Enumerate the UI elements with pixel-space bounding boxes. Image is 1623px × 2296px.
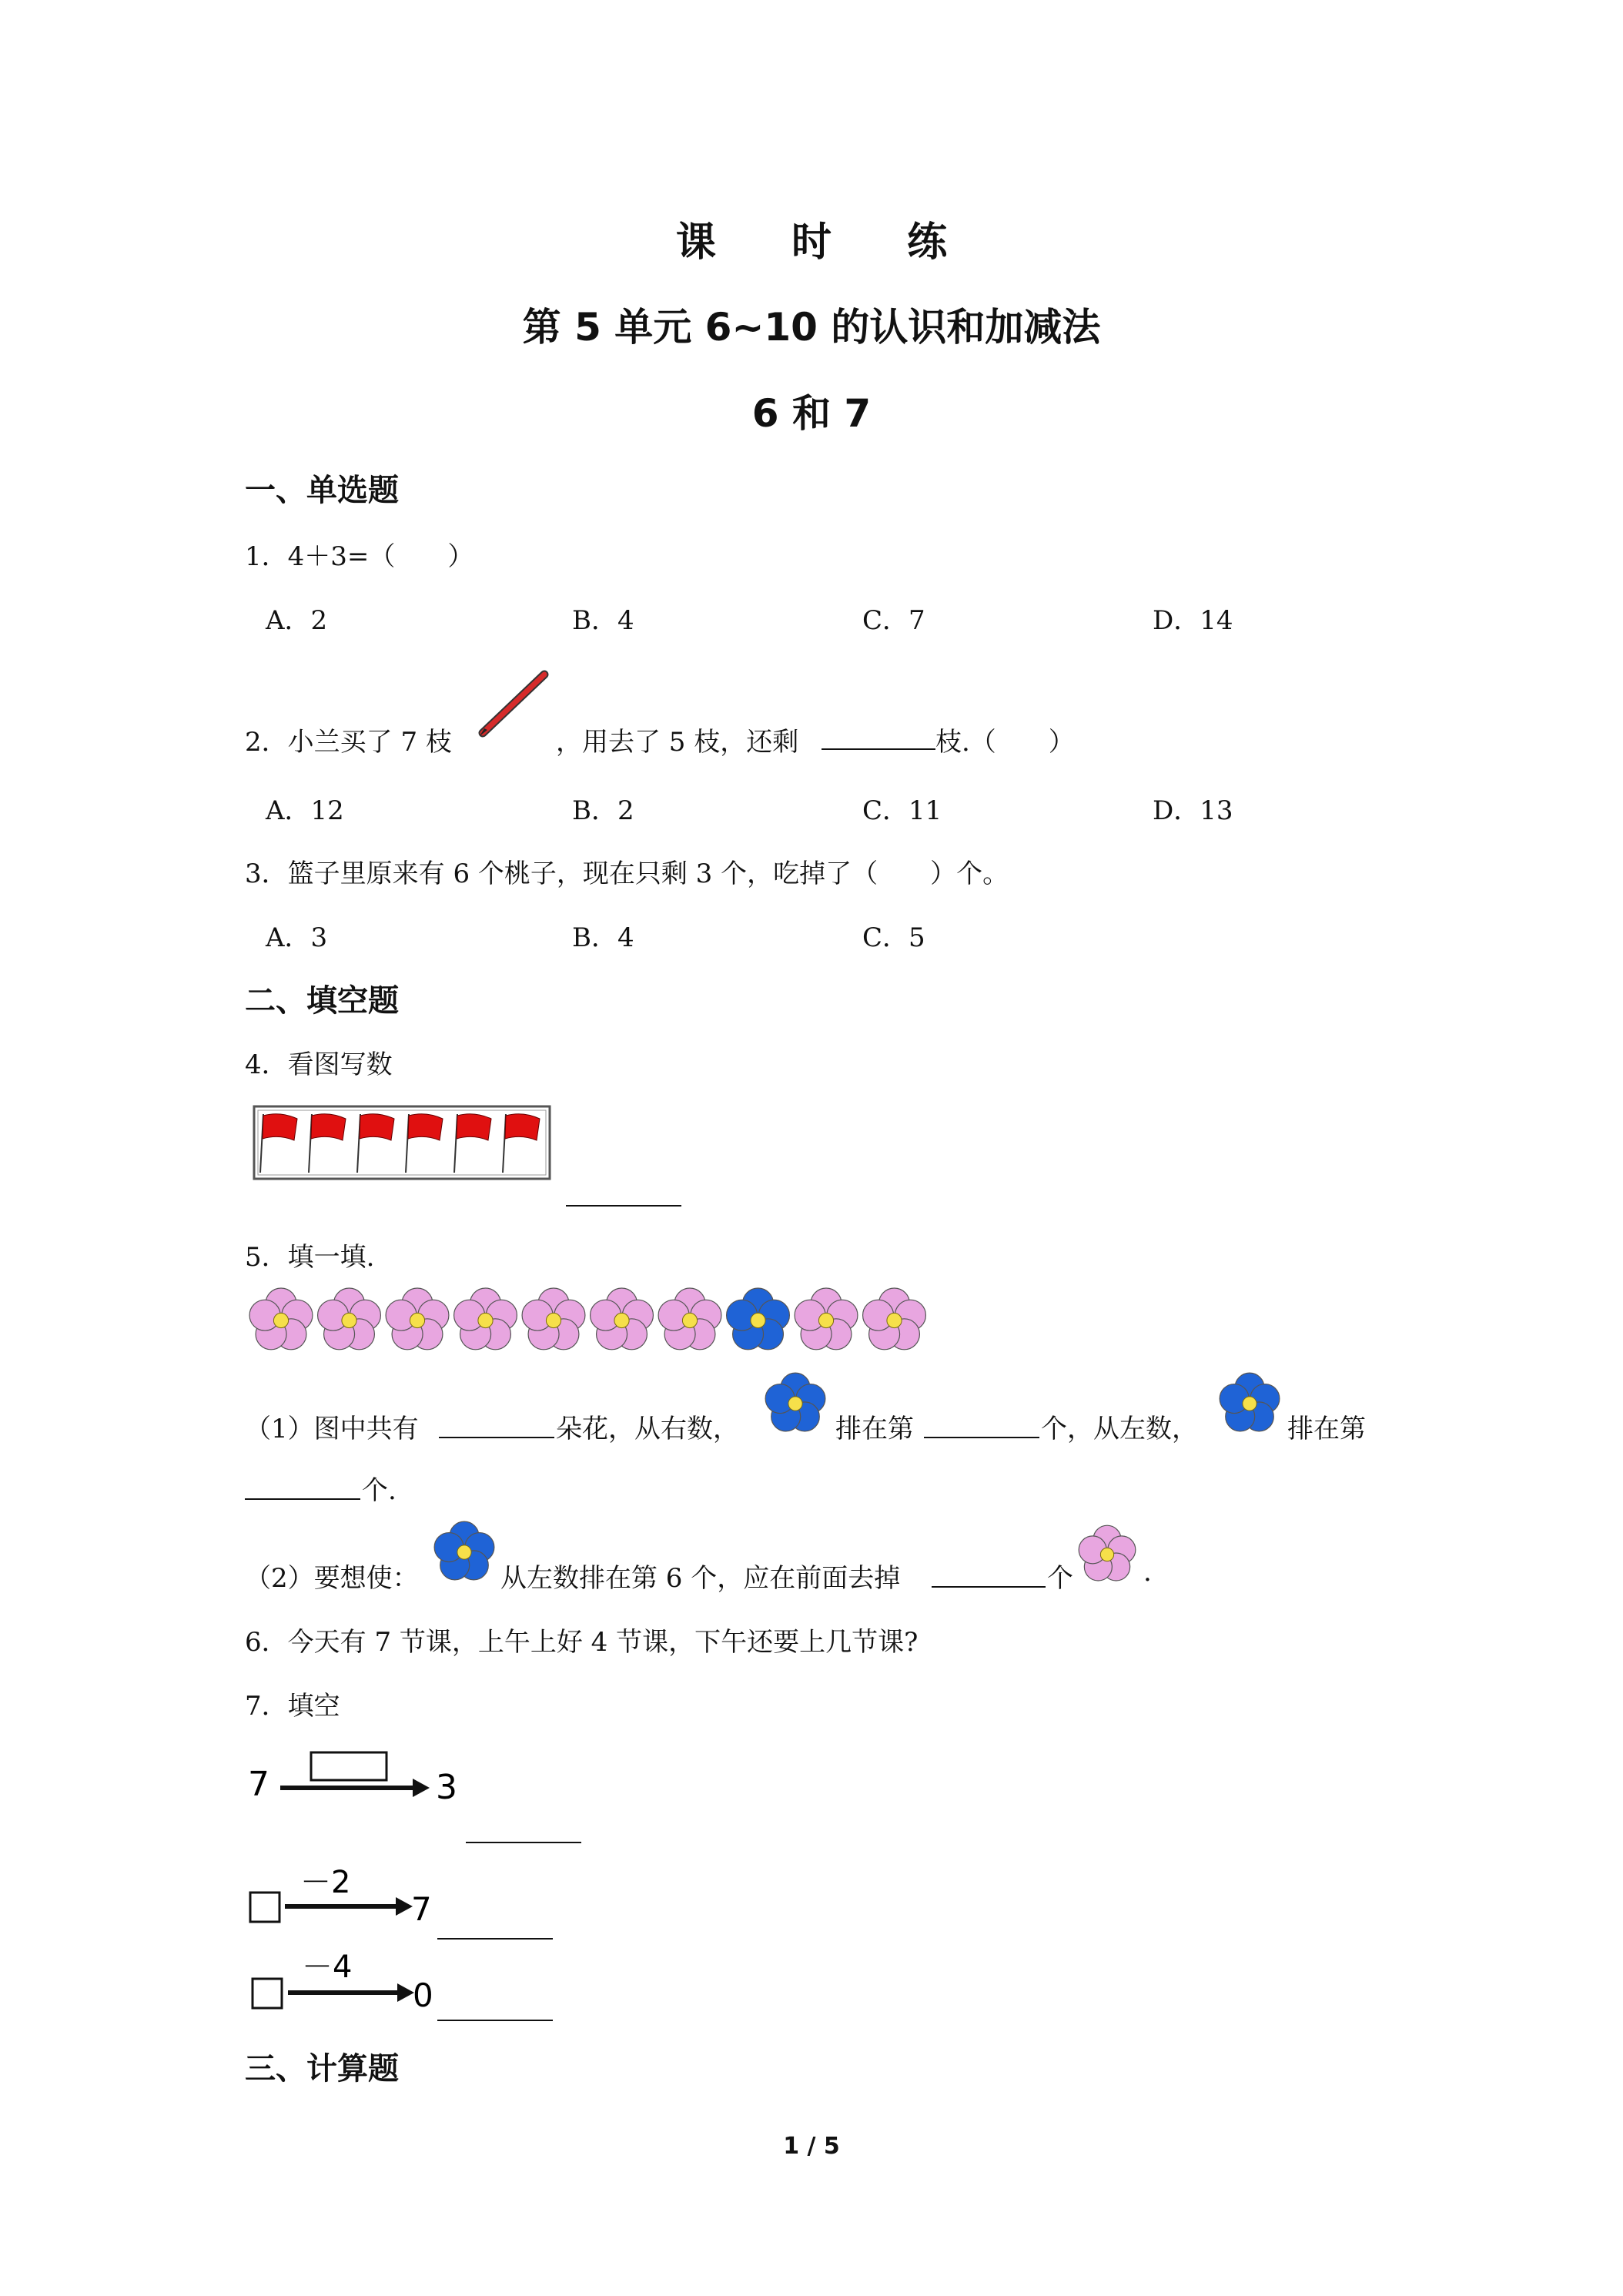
q1-option-c[interactable]: C．7 [862, 605, 925, 636]
pink-flower [386, 1288, 449, 1350]
q1-option-b[interactable]: B．4 [572, 605, 634, 636]
q2-option-b[interactable]: B．2 [572, 795, 634, 826]
q7-row2-blank[interactable] [437, 1938, 553, 1940]
q7-row3-end: 0 [413, 1976, 433, 2011]
q5-part1-a: （1）图中共有 [245, 1414, 419, 1444]
blue-flower [727, 1288, 790, 1350]
q7-row2-diagram [245, 1863, 445, 1925]
blue-flower-icon [431, 1521, 497, 1584]
pink-flower [522, 1288, 585, 1350]
q7-row3-box[interactable] [253, 1979, 282, 2008]
q7-row2-op: －2 [300, 1865, 351, 1900]
pink-flower [658, 1288, 721, 1350]
section-single-choice: 一、单选题 [245, 473, 399, 508]
q7-row1-box[interactable] [311, 1752, 387, 1780]
blue-flower [434, 1521, 494, 1580]
q5-part1-e: 排在第 [1287, 1414, 1366, 1444]
q5-remove-blank[interactable] [932, 1586, 1046, 1588]
q1-option-a[interactable]: A．2 [266, 605, 328, 636]
pink-flower-icon [1074, 1523, 1140, 1586]
q5-part1-c: 排在第 [835, 1414, 914, 1444]
q2-option-c[interactable]: C．11 [862, 795, 942, 826]
q5-part2-d: . [1143, 1557, 1152, 1588]
pencil-icon [474, 670, 550, 743]
flags-picture [253, 1105, 551, 1182]
pink-flower [454, 1288, 517, 1350]
blue-flower-icon [762, 1372, 828, 1435]
question-3: 3．篮子里原来有 6 个桃子，现在只剩 3 个，吃掉了（ ）个。 [245, 858, 1009, 889]
question-2-text-a: 2．小兰买了 7 枝 [245, 727, 452, 758]
blue-flower [1220, 1373, 1280, 1431]
q5-left-position-blank[interactable] [245, 1498, 360, 1500]
q3-option-a[interactable]: A．3 [266, 922, 328, 953]
q7-row1-start: 7 [248, 1765, 269, 1804]
q1-option-d[interactable]: D．14 [1153, 605, 1233, 636]
question-6: 6．今天有 7 节课，上午上好 4 节课，下午还要上几节课? [245, 1627, 919, 1658]
q7-row1-diagram [245, 1742, 468, 1811]
pink-flower [1079, 1525, 1136, 1581]
q2-answer-blank[interactable] [822, 748, 935, 750]
q5-part2-b: 从左数排在第 6 个，应在前面去掉 [500, 1563, 901, 1594]
question-4: 4．看图写数 [245, 1049, 393, 1080]
q7-row1-end: 3 [436, 1768, 457, 1807]
page-number: 1 / 5 [783, 2133, 840, 2160]
q5-part2-a: （2）要想使： [245, 1563, 419, 1594]
flower-row [249, 1286, 942, 1355]
pink-flower [249, 1288, 313, 1350]
q7-row2-end: 7 [411, 1890, 432, 1925]
blue-flower [765, 1373, 825, 1431]
question-2-text-b: ，用去了 5 枝，还剩 [556, 727, 799, 758]
q2-option-d[interactable]: D．13 [1153, 795, 1233, 826]
pink-flower [795, 1288, 858, 1350]
q7-row3-diagram [245, 1948, 445, 2011]
section-fill-blank: 二、填空题 [245, 983, 399, 1019]
question-2-text-c: 枝.（ ） [935, 727, 1075, 758]
question-7: 7．填空 [245, 1691, 340, 1722]
section-calculation: 三、计算题 [245, 2051, 399, 2087]
q3-option-c[interactable]: C．5 [862, 922, 925, 953]
q7-row1-blank[interactable] [466, 1842, 581, 1843]
question-1: 1．4＋3=（ ） [245, 541, 474, 572]
page-title: 课 时 练 [675, 219, 979, 266]
unit-title: 第 5 单元 6~10 的认识和加减法 [522, 305, 1101, 350]
q2-option-a[interactable]: A．12 [266, 795, 344, 826]
q5-total-blank[interactable] [439, 1437, 554, 1438]
q5-right-position-blank[interactable] [924, 1437, 1039, 1438]
q5-part1-d: 个，从左数， [1041, 1414, 1198, 1444]
pink-flower [863, 1288, 926, 1350]
lesson-title: 6 和 7 [751, 391, 872, 436]
q7-row3-blank[interactable] [437, 2020, 553, 2021]
blue-flower-icon [1216, 1372, 1283, 1435]
q3-option-b[interactable]: B．4 [572, 922, 634, 953]
question-5: 5．填一填. [245, 1242, 375, 1273]
q7-row3-op: －4 [302, 1950, 353, 1985]
pink-flower [318, 1288, 381, 1350]
pink-flower [591, 1288, 654, 1350]
q4-answer-blank[interactable] [566, 1205, 681, 1207]
q5-part1-b: 朵花，从右数， [556, 1414, 739, 1444]
q5-part2-c: 个 [1047, 1563, 1073, 1594]
q5-part1-f: 个. [362, 1475, 397, 1506]
q7-row2-box[interactable] [250, 1893, 279, 1922]
